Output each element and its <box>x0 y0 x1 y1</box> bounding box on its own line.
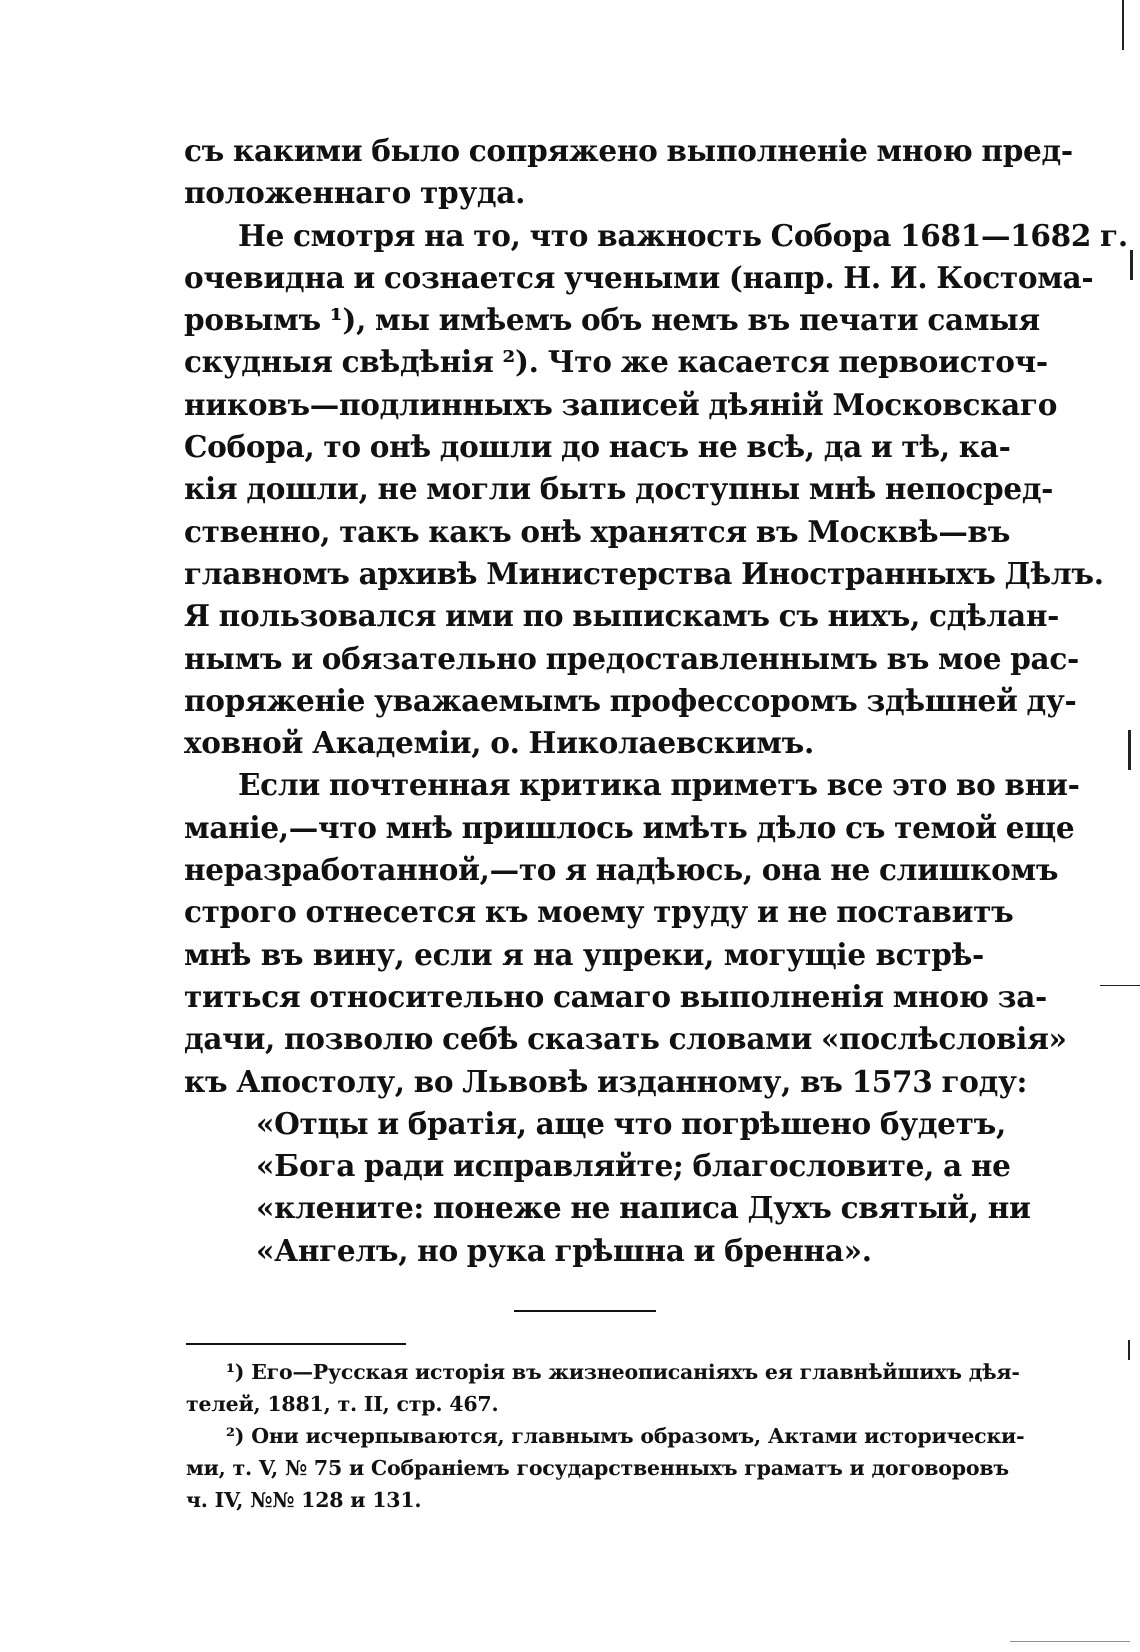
text-line: Если почтенная критика приметъ все это во вни- <box>238 767 1080 803</box>
footnote-1 <box>186 1356 1020 1420</box>
text-line: неразработанной,—то я надѣюсь, она не слишкомъ <box>184 852 1059 888</box>
footnote-line: ч. IV, №№ 128 и 131. <box>186 1488 422 1512</box>
text-line: маніе,—что мнѣ пришлось имѣть дѣло съ темой еще <box>184 809 1075 845</box>
text-line: съ какими было сопряжено выполненіе мною пред- <box>184 133 1073 168</box>
text-line: главномъ архивѣ Министерства Иностранныхъ Дѣлъ. <box>184 555 1104 591</box>
text-line: никовъ—подлинныхъ записей дѣяній Московскаго <box>184 386 1058 422</box>
scan-edge-mark <box>1130 250 1133 280</box>
quote-line: «Бога ради исправляйте; благословите, а не <box>256 1148 1011 1184</box>
scan-edge-mark <box>1128 730 1131 770</box>
text-line: дачи, позволю себѣ сказать словами «послѣсловія» <box>184 1021 1067 1057</box>
quote-line: «клените: понеже не написа Духъ святый, ни <box>256 1190 1031 1226</box>
footnote-line: ²) Они исчерпываются, главнымъ образомъ, Актами исторически- <box>226 1424 1025 1448</box>
footnote-line: телей, 1881, т. II, стр. 467. <box>186 1392 499 1416</box>
text-line: Не смотря на то, что важность Собора 1681—1682 г. <box>238 217 1128 253</box>
scan-edge-mark <box>1128 1340 1130 1360</box>
section-divider <box>514 1310 656 1312</box>
text-line: Собора, то онѣ дошли до насъ не всѣ, да и тѣ, ка- <box>184 429 1011 465</box>
text-line: кія дошли, не могли быть доступны мнѣ непосред- <box>184 471 1054 507</box>
scan-edge-mark <box>1122 0 1124 50</box>
text-line: скудныя свѣдѣнія ²). Что же касается первоисточ- <box>184 344 1048 380</box>
text-line: ховной Академіи, о. Николаевскимъ. <box>184 725 814 761</box>
paragraph-2 <box>184 215 1128 765</box>
footnote-line: ¹) Его—Русская исторія въ жизнеописаніяхъ ея главнѣйшихъ дѣя- <box>226 1360 1020 1384</box>
text-line: титься относительно самаго выполненія мною за- <box>184 978 1047 1014</box>
text-line: ровымъ ¹), мы имѣемъ объ немъ въ печати самыя <box>184 302 1040 338</box>
footnote-line: ми, т. V, № 75 и Собраніемъ государственныхъ граматъ и договоровъ <box>186 1456 1009 1480</box>
text-line: нымъ и обязательно предоставленнымъ въ мое рас- <box>184 640 1079 676</box>
text-line: строго отнесется къ моему труду и не поставитъ <box>184 894 1014 930</box>
scan-edge-mark <box>1010 1641 1130 1642</box>
footnote-rule <box>186 1343 406 1345</box>
text-line: Я пользовался ими по выпискамъ съ нихъ, сдѣлан- <box>184 598 1060 634</box>
body-text <box>184 130 1128 1272</box>
quotation-block <box>184 1103 1031 1272</box>
text-line: очевидна и сознается учеными (напр. Н. И. Костома- <box>184 259 1094 295</box>
footnote-2 <box>186 1420 1025 1516</box>
text-line: къ Апостолу, во Львовѣ изданному, въ 1573 году: <box>184 1063 1028 1099</box>
quote-line: «Отцы и братія, аще что погрѣшено будетъ, <box>256 1105 1006 1141</box>
text-line: поряженіе уважаемымъ профессоромъ здѣшней ду- <box>184 682 1077 718</box>
text-line: положеннаго труда. <box>184 175 526 211</box>
paragraph-1 <box>184 130 1073 215</box>
text-line: ственно, такъ какъ онѣ хранятся въ Москвѣ—въ <box>184 513 1011 549</box>
scan-edge-mark <box>1100 985 1140 986</box>
text-line: мнѣ въ вину, если я на упреки, могущіе встрѣ- <box>184 936 984 972</box>
quote-line: «Ангелъ, но рука грѣшна и бренна». <box>256 1232 872 1268</box>
paragraph-3 <box>184 764 1080 1102</box>
footnotes <box>186 1356 1025 1516</box>
